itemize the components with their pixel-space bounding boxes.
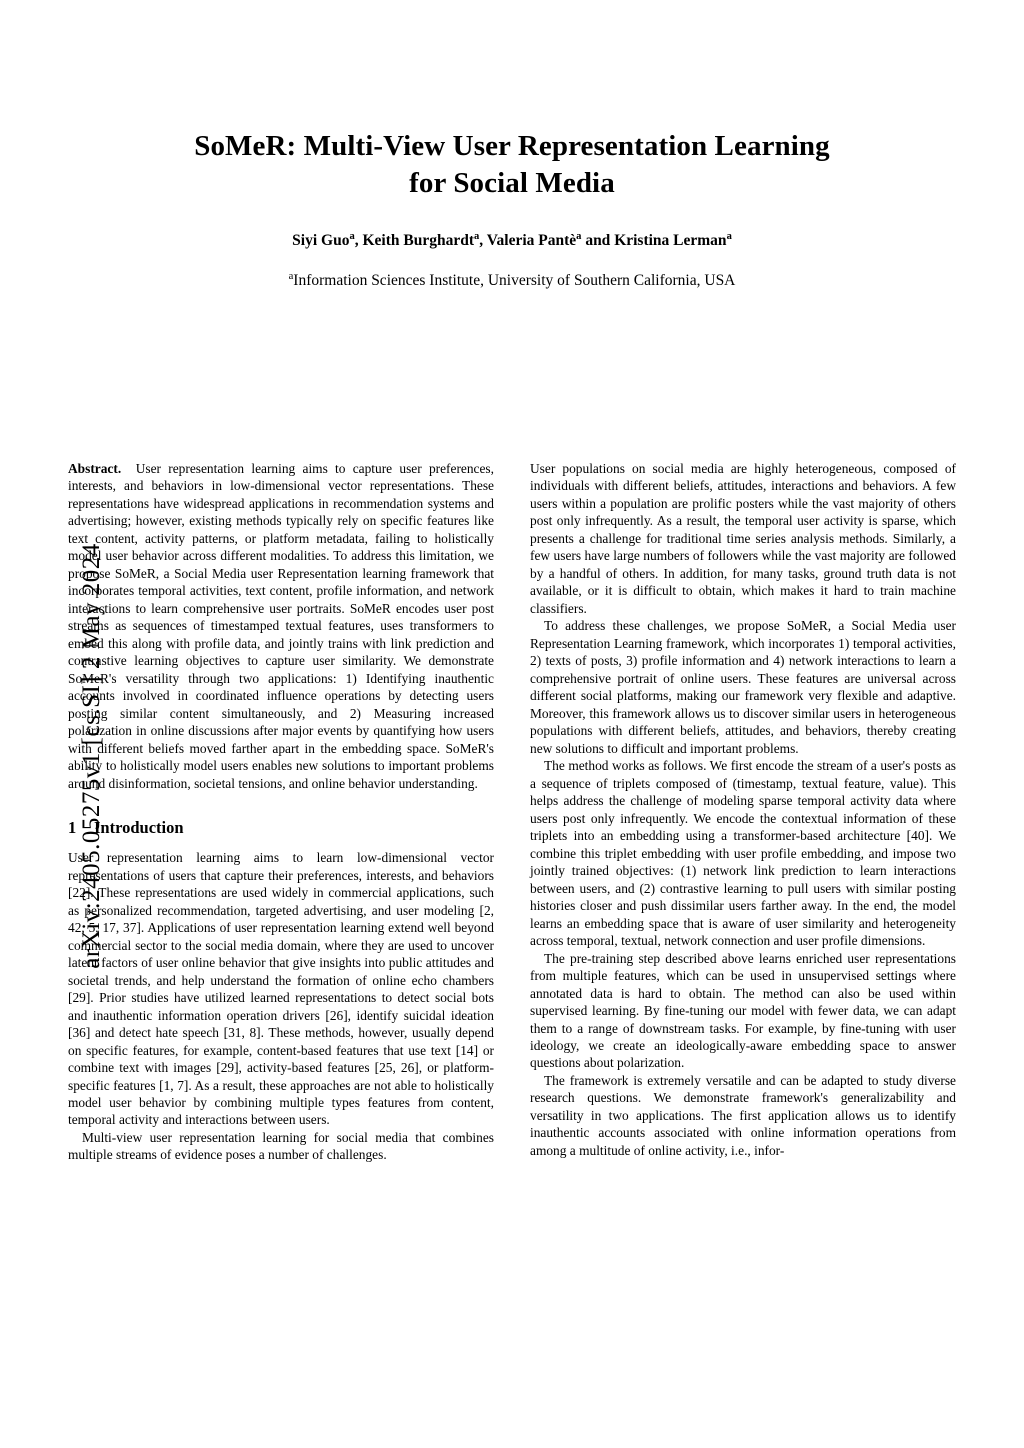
affiliation-marker: a [288, 271, 294, 283]
author-1-affiliation-marker: a [349, 231, 355, 243]
author-3-affiliation-marker: a [576, 231, 582, 243]
author-2-affiliation-marker: a [474, 231, 480, 243]
author-list [68, 232, 956, 250]
left-column [68, 460, 494, 1164]
author-4: Kristina Lerman [614, 232, 727, 250]
right-column [530, 460, 956, 1164]
author-sep-3: and [581, 232, 615, 250]
author-3: Valeria Pantè [486, 232, 577, 250]
abstract-text: User representation learning aims to capture user preferences, interests, and behaviors in low-dimensional vector representations. These representations have widespread applications in recommendation systems and advertising; however, existing methods typically rely on specific features like text content, activity patterns, or platform metadata, failing to holistically model user behavior across different modalities. To address this limitation, we propose SoMeR, a Social Media user Representation learning framework that incorporates temporal activities, text content, profile information, and network interactions to learn comprehensive user portraits. SoMeR encodes user post streams as sequences of timestamped textual features, uses transformers to embed this along with profile data, and jointly trains with link prediction and contrastive learning objectives to capture user similarity. We demonstrate SoMeR's versatility through two applications: 1) Identifying inauthentic accounts involved in coordinated influence operations by detecting users posting similar content simultaneously, and 2) Measuring increased polarization in online discussions after major events by quantifying how users with different beliefs moved farther apart in the embedding space. SoMeR's ability to holistically model users enables new solutions to important problems around disinformation, societal tensions, and online behavior understanding. [68, 461, 494, 791]
section-heading-introduction [68, 818, 494, 838]
section-number: 1 [68, 818, 77, 838]
intro-paragraph-4: To address these challenges, we propose SoMeR, a Social Media user Representation Learning framework, which incorporates 1) temporal activities, 2) texts of posts, 3) profile information and 4) network interactions to learn a comprehensive portrait of online users. These features are universal across different social platforms, making our framework very flexible and adaptive. Moreover, this framework allows us to discover similar users in heterogeneous populations with different beliefs, attitudes, and behaviors, thereby creating new solutions to difficult and important problems. [530, 618, 956, 756]
body-columns [68, 460, 956, 1164]
abstract-label: Abstract. [68, 461, 122, 476]
arxiv-stamp: arXiv:2405.05275v1 [cs.SI] 2 May 2024 [78, 543, 105, 969]
title-line-2: for Social Media [409, 167, 615, 200]
author-1: Siyi Guo [292, 232, 350, 250]
affiliation [68, 272, 956, 290]
author-sep-2: , [479, 232, 487, 250]
affiliation-text: Information Sciences Institute, University of Southern California, USA [293, 272, 736, 290]
author-4-affiliation-marker: a [726, 231, 732, 243]
intro-paragraph-2: Multi-view user representation learning for social media that combines multiple streams of evidence poses a number of challenges. [68, 1129, 494, 1163]
intro-paragraph-7: The framework is extremely versatile and can be adapted to study diverse research questions. We demonstrate framework's generalizability and versatility in two applications. The first application allows us to identify inauthentic accounts associated with online information operations from among a multitude of online activity, i.e., infor- [530, 1072, 956, 1158]
author-2: Keith Burghardt [362, 232, 475, 250]
abstract-paragraph [68, 460, 494, 792]
intro-paragraph-1: User representation learning aims to learn low-dimensional vector representations of users that capture their preferences, interests, and behaviors [22]. These representations are used widely in commercial applications, such as personalized recommendation, targeted advertising, and user modeling [2, 42, 5, 17, 37]. Applications of user representation learning extend well beyond commercial sector to the social media domain, where they are used to uncover latent factors of user online behavior that give insights into public attitudes and societal trends, and help understand the formation of online echo chambers [29]. Prior studies have utilized learned representations to detect social bots and inauthentic information operation drivers [26], identify suicidal ideation [36] and detect hate speech [31, 8]. These methods, however, usually depend on specific features, for example, content-based features that use text [14] or combine text with images [29], activity-based features [25, 26], or platform-specific features [1, 7]. As a result, these approaches are not able to holistically model user behavior by combining multiple types features from content, temporal activity and interactions between users. [68, 850, 494, 1128]
section-title: Introduction [94, 818, 184, 838]
paper-header [68, 128, 956, 290]
intro-paragraph-6: The pre-training step described above learns enriched user representations from multiple features, which can be used in unsupervised settings where annotated data is hard to obtain. The method can also be used within supervised learning. By fine-tuning our model with fewer data, we can adapt them to a range of downstream tasks. For example, by fine-tuning with user ideology, we create an ideologically-aware embedding space to answer questions about polarization. [530, 950, 956, 1071]
page-title [102, 128, 922, 202]
author-sep-1: , [354, 232, 363, 250]
intro-paragraph-5: The method works as follows. We first encode the stream of a user's posts as a sequence of triplets composed of (timestamp, textual feature, value). This helps address the challenge of modeling sparse temporal activity data where users post only infrequently. We encode the contextual information of these triplets into an embedding using a transformer-based architecture [40]. We combine this triplet embedding with user profile embedding, and impose two jointly trained objectives: (1) network link prediction to learn interactions between users, and (2) contrastive learning to pull users with similar posting histories closer and push dissimilar users farther away. In the end, the model learns an embedding space that is aware of user similarity and heterogeneity across temporal, textual, network connection and user profile dimensions. [530, 758, 956, 949]
title-line-1: SoMeR: Multi-View User Representation Learning [194, 130, 830, 162]
intro-paragraph-3: User populations on social media are highly heterogeneous, composed of individuals with different beliefs, attitudes, interactions and behaviors. A few users within a population are prolific posters while the vast majority of others post only infrequently. As a result, the temporal user activity is sparse, which presents a challenge for traditional time series analysis methods. Similarly, a few users have large numbers of followers while the vast majority are followed by a handful of others. In addition, for many tasks, ground truth data is not available, or it is difficult to obtain, which makes it hard to train machine classifiers. [530, 461, 956, 616]
